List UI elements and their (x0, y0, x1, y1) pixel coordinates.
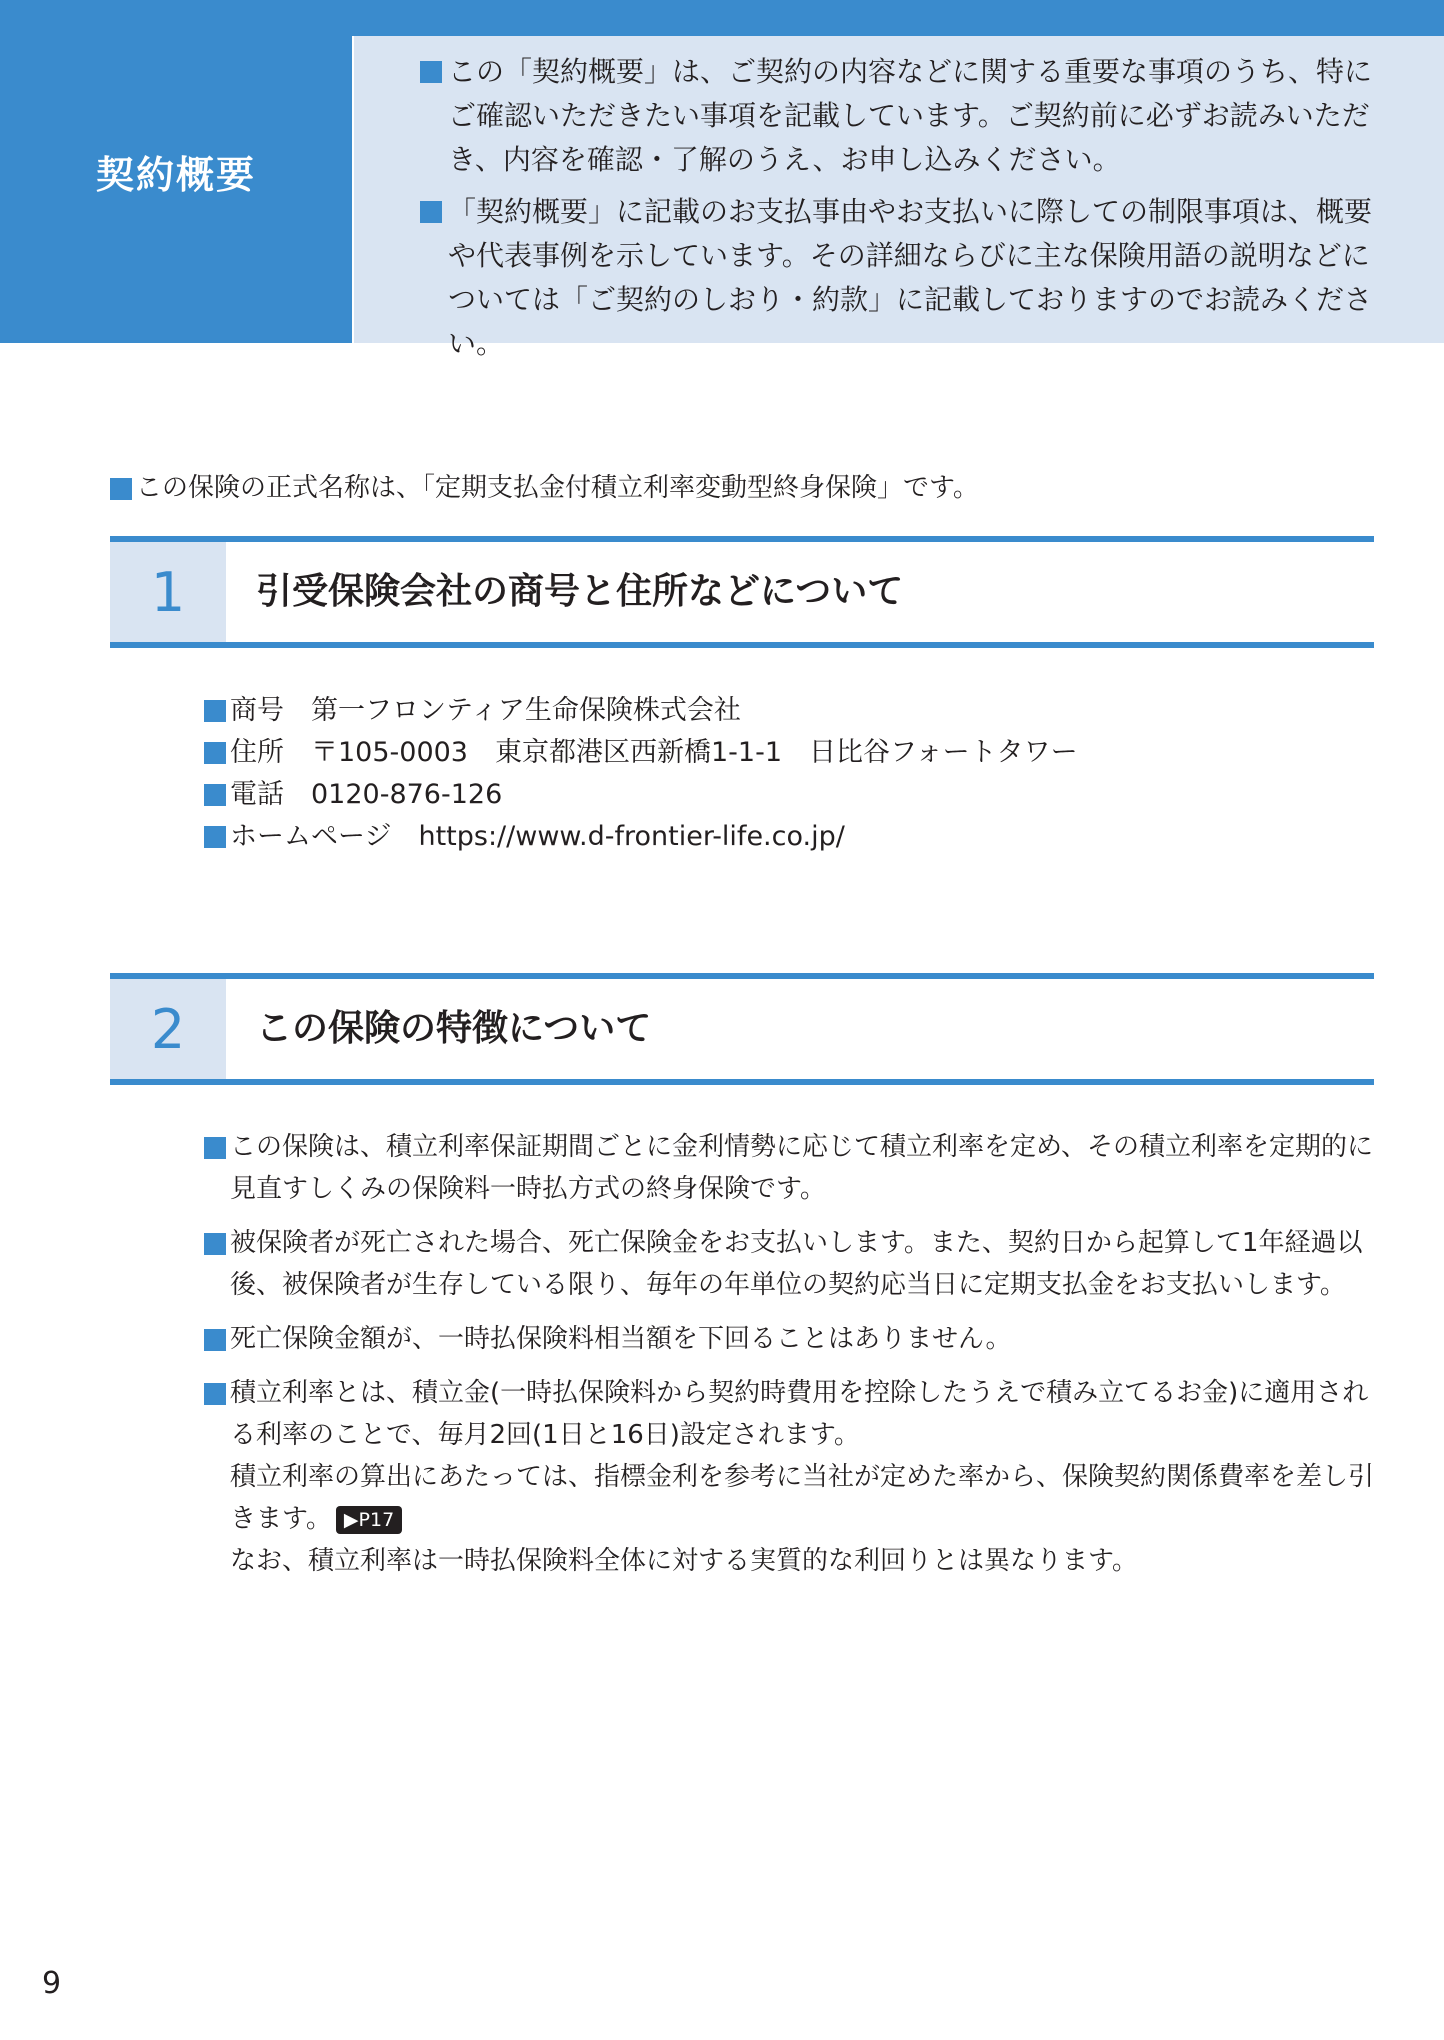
list-item: 住所 〒105-0003 東京都港区西新橋1-1-1 日比谷フォートタワー (204, 732, 1078, 774)
square-bullet-icon (420, 61, 442, 83)
section-title: 引受保険会社の商号と住所などについて (256, 571, 904, 612)
list-item: 死亡保険金額が、一時払保険料相当額を下回ることはありません。 (204, 1318, 1374, 1360)
square-bullet-icon (204, 1233, 226, 1255)
intro-paragraph: 「契約概要」に記載のお支払事由やお支払いに際しての制限事項は、概要や代表事例を示しています。その詳細ならびに主な保険用語の説明などについては「ご契約のしおり・約款」に記載しておりますのでお読みください。 (420, 190, 1374, 366)
list-item: 電話 0120-876-126 (204, 774, 1078, 816)
square-bullet-icon (204, 784, 226, 806)
formal-name-note: この保険の正式名称は、「定期支払金付積立利率変動型終身保険」です。 (110, 470, 979, 506)
intro-box (354, 36, 1444, 360)
square-bullet-icon (204, 700, 226, 722)
square-bullet-icon (420, 201, 442, 223)
section-1-header (110, 536, 1374, 648)
list-item: 被保険者が死亡された場合、死亡保険金をお支払いします。また、契約日から起算して1年経過以後、被保険者が生存している限り、毎年の年単位の契約応当日に定期支払金をお支払いします。 (204, 1222, 1374, 1306)
page-number: 9 (42, 1966, 62, 2001)
company-info-list (204, 690, 1078, 858)
square-bullet-icon (204, 826, 226, 848)
section-number: 2 (110, 979, 226, 1079)
section-title: この保険の特徴について (256, 1008, 652, 1049)
list-item: この保険は、積立利率保証期間ごとに金利情勢に応じて積立利率を定め、その積立利率を定期的に見直すしくみの保険料一時払方式の終身保険です。 (204, 1126, 1374, 1210)
square-bullet-icon (204, 1383, 226, 1405)
section-2-header (110, 973, 1374, 1085)
list-item: 積立利率とは、積立金(一時払保険料から契約時費用を控除したうえで積み立てるお金)に適用される利率のことで、毎月2回(1日と16日)設定されます。 積立利率の算出にあたっては、指標金利を参考に当社が定めた率から、保険契約関係費率を差し引きます。 ▶P17 なお、積立利率は一時払保険料全体に対する実質的な利回りとは異なります。 (204, 1372, 1374, 1582)
section-rule (110, 1079, 1374, 1085)
page-title: 契約概要 (95, 153, 256, 197)
intro-paragraph: この「契約概要」は、ご契約の内容などに関する重要な事項のうち、特にご確認いただきたい事項を記載しています。ご契約前に必ずお読みいただき、内容を確認・了解のうえ、お申し込みください。 (420, 50, 1374, 182)
list-item: ホームページ https://www.d-frontier-life.co.jp/ (204, 816, 1078, 858)
section-rule (110, 642, 1374, 648)
title-block (0, 0, 352, 343)
page-reference-link[interactable]: ▶P17 (336, 1506, 402, 1534)
square-bullet-icon (204, 742, 226, 764)
feature-list (204, 1126, 1374, 1594)
square-bullet-icon (204, 1137, 226, 1159)
square-bullet-icon (204, 1329, 226, 1351)
list-item: 商号 第一フロンティア生命保険株式会社 (204, 690, 1078, 732)
section-number: 1 (110, 542, 226, 642)
square-bullet-icon (110, 478, 132, 500)
